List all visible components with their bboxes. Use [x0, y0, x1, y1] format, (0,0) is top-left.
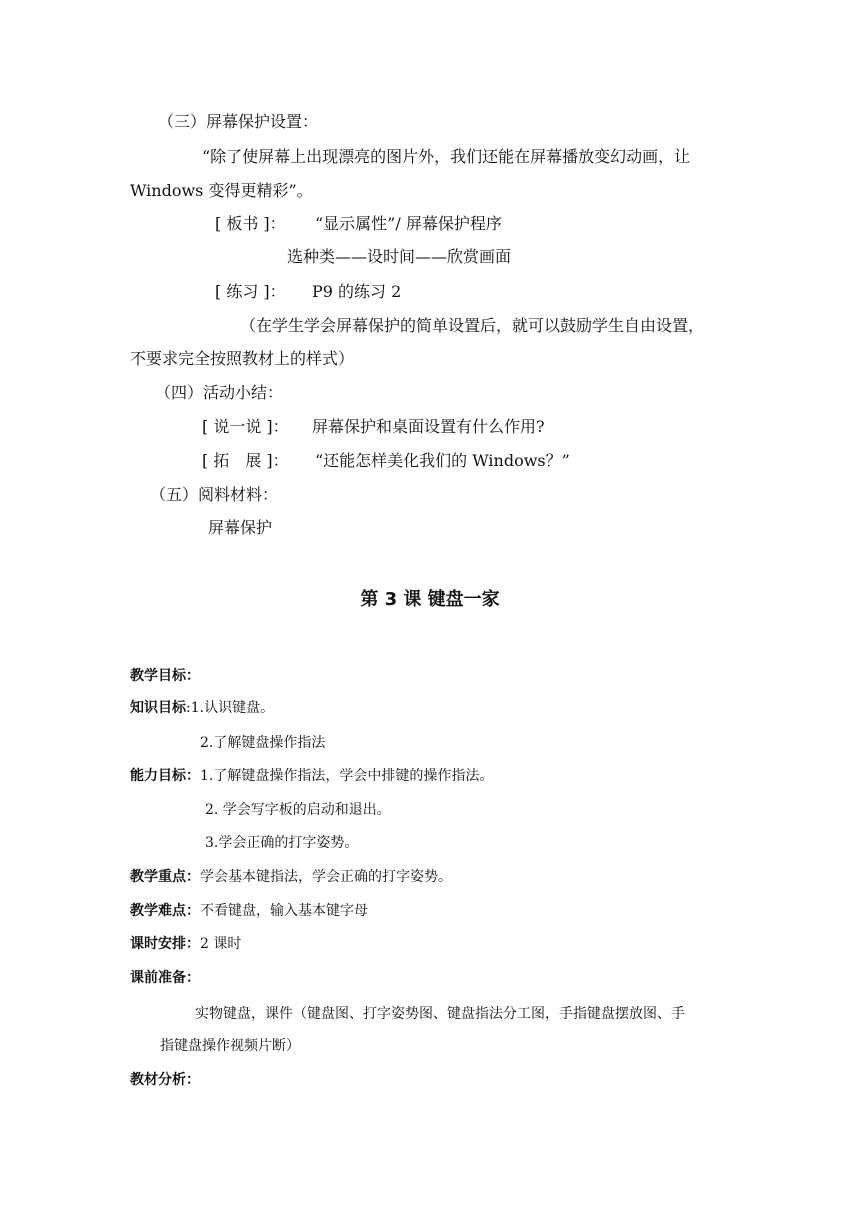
prep-label: 课前准备： — [130, 970, 200, 986]
quote-line-2: Windows 变得更精彩”。 — [130, 181, 313, 200]
ability-label: 能力目标： — [130, 768, 200, 784]
knowledge-item-2: 2.了解键盘操作指法 — [200, 735, 326, 751]
board-steps: 选种类——设时间——欣赏画面 — [287, 247, 512, 266]
analysis-label: 教材分析： — [130, 1072, 200, 1088]
board-label: [ 板书 ]： — [215, 214, 286, 233]
key-points-text: 学会基本键指法，学会正确的打字姿势。 — [200, 869, 452, 885]
ability-item-3: 3.学会正确的打字姿势。 — [205, 835, 359, 851]
say-text: 屏幕保护和桌面设置有什么作用? — [312, 417, 545, 436]
section-heading-summary: （四）活动小结： — [155, 383, 284, 402]
knowledge-row — [130, 698, 274, 718]
knowledge-item-1: :1.认识键盘。 — [186, 700, 275, 716]
hours-row — [130, 934, 241, 954]
exercise-label: [ 练习 ]： — [215, 282, 286, 301]
section-heading-screensaver: （三）屏幕保护设置： — [158, 112, 319, 131]
board-text: “显示属性”/ 屏幕保护程序 — [315, 214, 502, 233]
exercise-text: P9 的练习 2 — [312, 282, 402, 301]
ability-item-1: 1.了解键盘操作指法，学会中排键的操作指法。 — [200, 768, 494, 784]
say-label: [ 说一说 ]： — [202, 417, 289, 436]
goals-label: 教学目标： — [130, 668, 200, 684]
quote-line-1: “除了使屏幕上出现漂亮的图片外，我们还能在屏幕播放变幻动画，让 — [202, 147, 691, 166]
difficulty-row — [130, 901, 368, 921]
prep-line-2: 指键盘操作视频片断） — [160, 1038, 300, 1054]
hours-label: 课时安排： — [130, 936, 200, 952]
hours-text: 2 课时 — [200, 936, 242, 952]
reading-item: 屏幕保护 — [208, 518, 273, 537]
note-line-1: （在学生学会屏幕保护的简单设置后，就可以鼓励学生自由设置， — [240, 316, 705, 335]
extend-label: [ 拓 展 ]： — [202, 451, 289, 470]
knowledge-label: 知识目标 — [130, 700, 186, 716]
note-line-2: 不要求完全按照教材上的样式） — [130, 349, 355, 368]
key-points-row — [130, 867, 452, 887]
ability-row — [130, 766, 493, 786]
lesson-title: 第 3 课 键盘一家 — [360, 589, 500, 610]
key-points-label: 教学重点： — [130, 869, 200, 885]
extend-text: “还能怎样美化我们的 Windows？” — [315, 451, 570, 470]
ability-item-2: 2. 学会写字板的启动和退出。 — [205, 802, 391, 818]
difficulty-label: 教学难点： — [130, 903, 200, 919]
section-heading-reading: （五）阅料材料： — [150, 485, 279, 504]
difficulty-text: 不看键盘，输入基本键字母 — [200, 903, 368, 919]
prep-line-1: 实物键盘，课件（键盘图、打字姿势图、键盘指法分工图，手指键盘摆放图、手 — [195, 1006, 685, 1022]
